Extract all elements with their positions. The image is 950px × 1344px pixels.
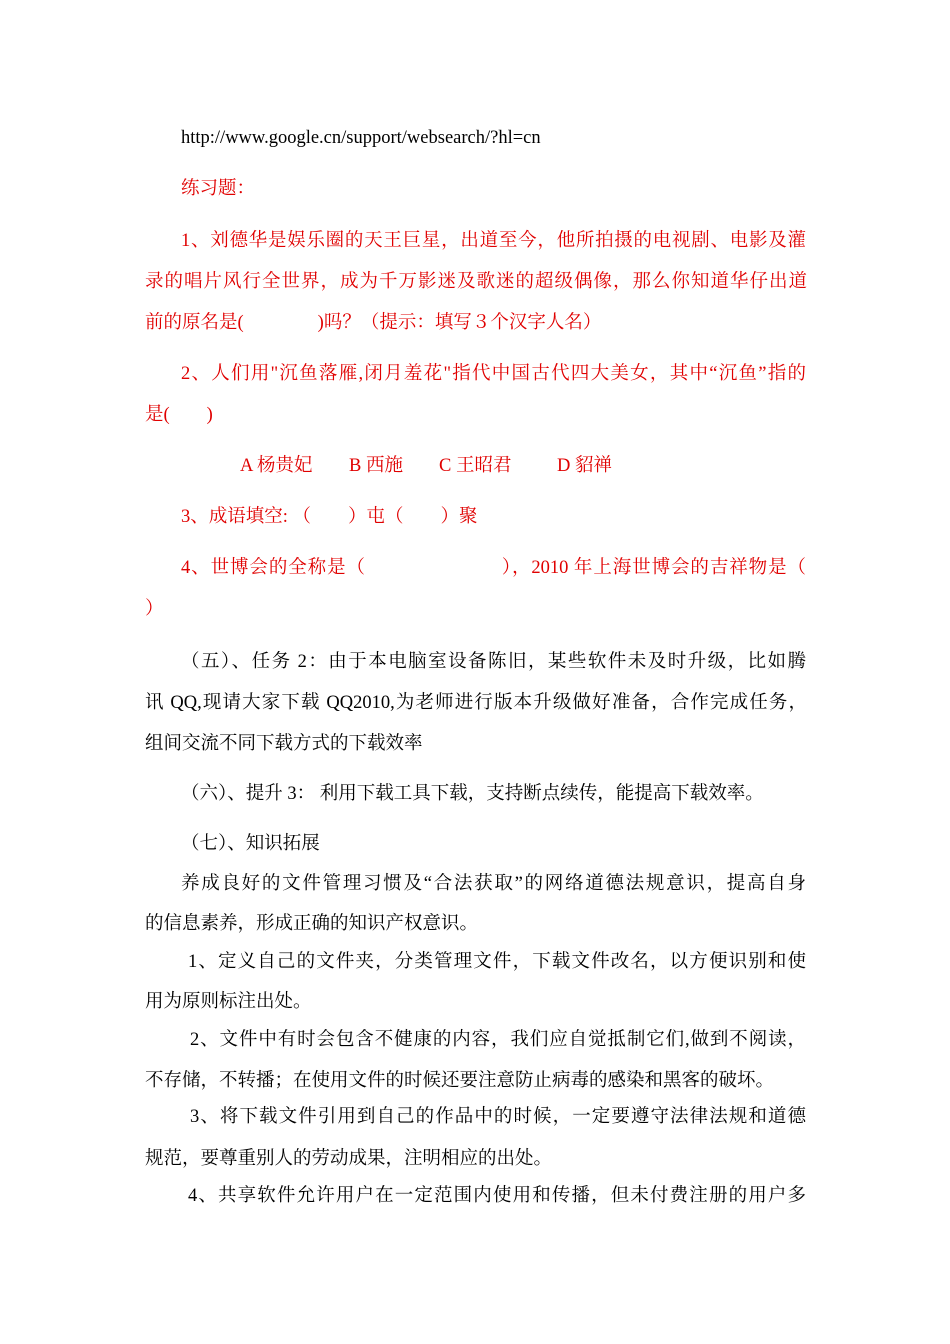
section-7-heading: （七）、知识拓展 (181, 834, 320, 854)
q4-line-2: ） (145, 599, 164, 619)
section-6-line: （六）、提升 3： 利用下载工具下载，支持断点续传，能提高下载效率。 (181, 784, 764, 804)
q2-option-c: C 王昭君 (439, 456, 512, 476)
section-5-line-3: 组间交流不同下载方式的下载效率 (145, 734, 423, 754)
q2-line-1: 2、人们用"沉鱼落雁,闭月羞花"指代中国古代四大美女，其中“沉鱼”指的 (181, 364, 806, 384)
section-5-line-1: （五）、任务 2：由于本电脑室设备陈旧，某些软件未及时升级，比如腾 (181, 652, 806, 672)
q1-line-1: 1、刘德华是娱乐圈的天王巨星，出道至今，他所拍摄的电视剧、电影及灌 (181, 231, 806, 251)
point-2-line-2: 不存储，不转播；在使用文件的时候还要注意防止病毒的感染和黑客的破坏。 (145, 1071, 775, 1091)
point-1-line-1: 1、定义自己的文件夹，分类管理文件，下载文件改名，以方便识别和使 (188, 952, 806, 972)
point-1-line-2: 用为原则标注出处。 (145, 992, 312, 1012)
q4-line-1: 4、世博会的全称是（ ），2010 年上海世博会的吉祥物是（ (181, 558, 806, 578)
q1-line-3: 前的原名是( )吗？（提示：填写３个汉字人名） (145, 313, 602, 333)
q1-line-2: 录的唱片风行全世界，成为千万影迷及歌迷的超级偶像，那么你知道华仔出道 (145, 272, 807, 292)
point-2-line-1: 2、文件中有时会包含不健康的内容，我们应自觉抵制它们,做到不阅读， (190, 1030, 806, 1050)
q2-option-d: D 貂禅 (557, 456, 612, 476)
q2-option-a: A 杨贵妃 (240, 456, 313, 476)
point-4-line-1: 4、共享软件允许用户在一定范围内使用和传播，但未付费注册的用户多 (188, 1186, 806, 1206)
q3-line: 3、成语填空: （ ）屯（ ）聚 (181, 507, 478, 527)
q2-line-2: 是( ) (145, 405, 213, 425)
section-5-line-2: 讯 QQ,现请大家下载 QQ2010,为老师进行版本升级做好准备，合作完成任务， (145, 693, 807, 713)
q2-option-b: B 西施 (349, 456, 403, 476)
point-3-line-2: 规范，要尊重别人的劳动成果，注明相应的出处。 (145, 1149, 553, 1169)
section-7-intro-line-2: 的信息素养，形成正确的知识产权意识。 (145, 914, 479, 934)
exercise-heading: 练习题： (181, 179, 256, 199)
section-7-intro-line-1: 养成良好的文件管理习惯及“合法获取”的网络道德法规意识，提高自身 (181, 874, 806, 894)
point-3-line-1: 3、将下载文件引用到自己的作品中的时候，一定要遵守法律法规和道德 (190, 1107, 806, 1127)
url-line: http://www.google.cn/support/websearch/?hl=cn (181, 128, 541, 148)
